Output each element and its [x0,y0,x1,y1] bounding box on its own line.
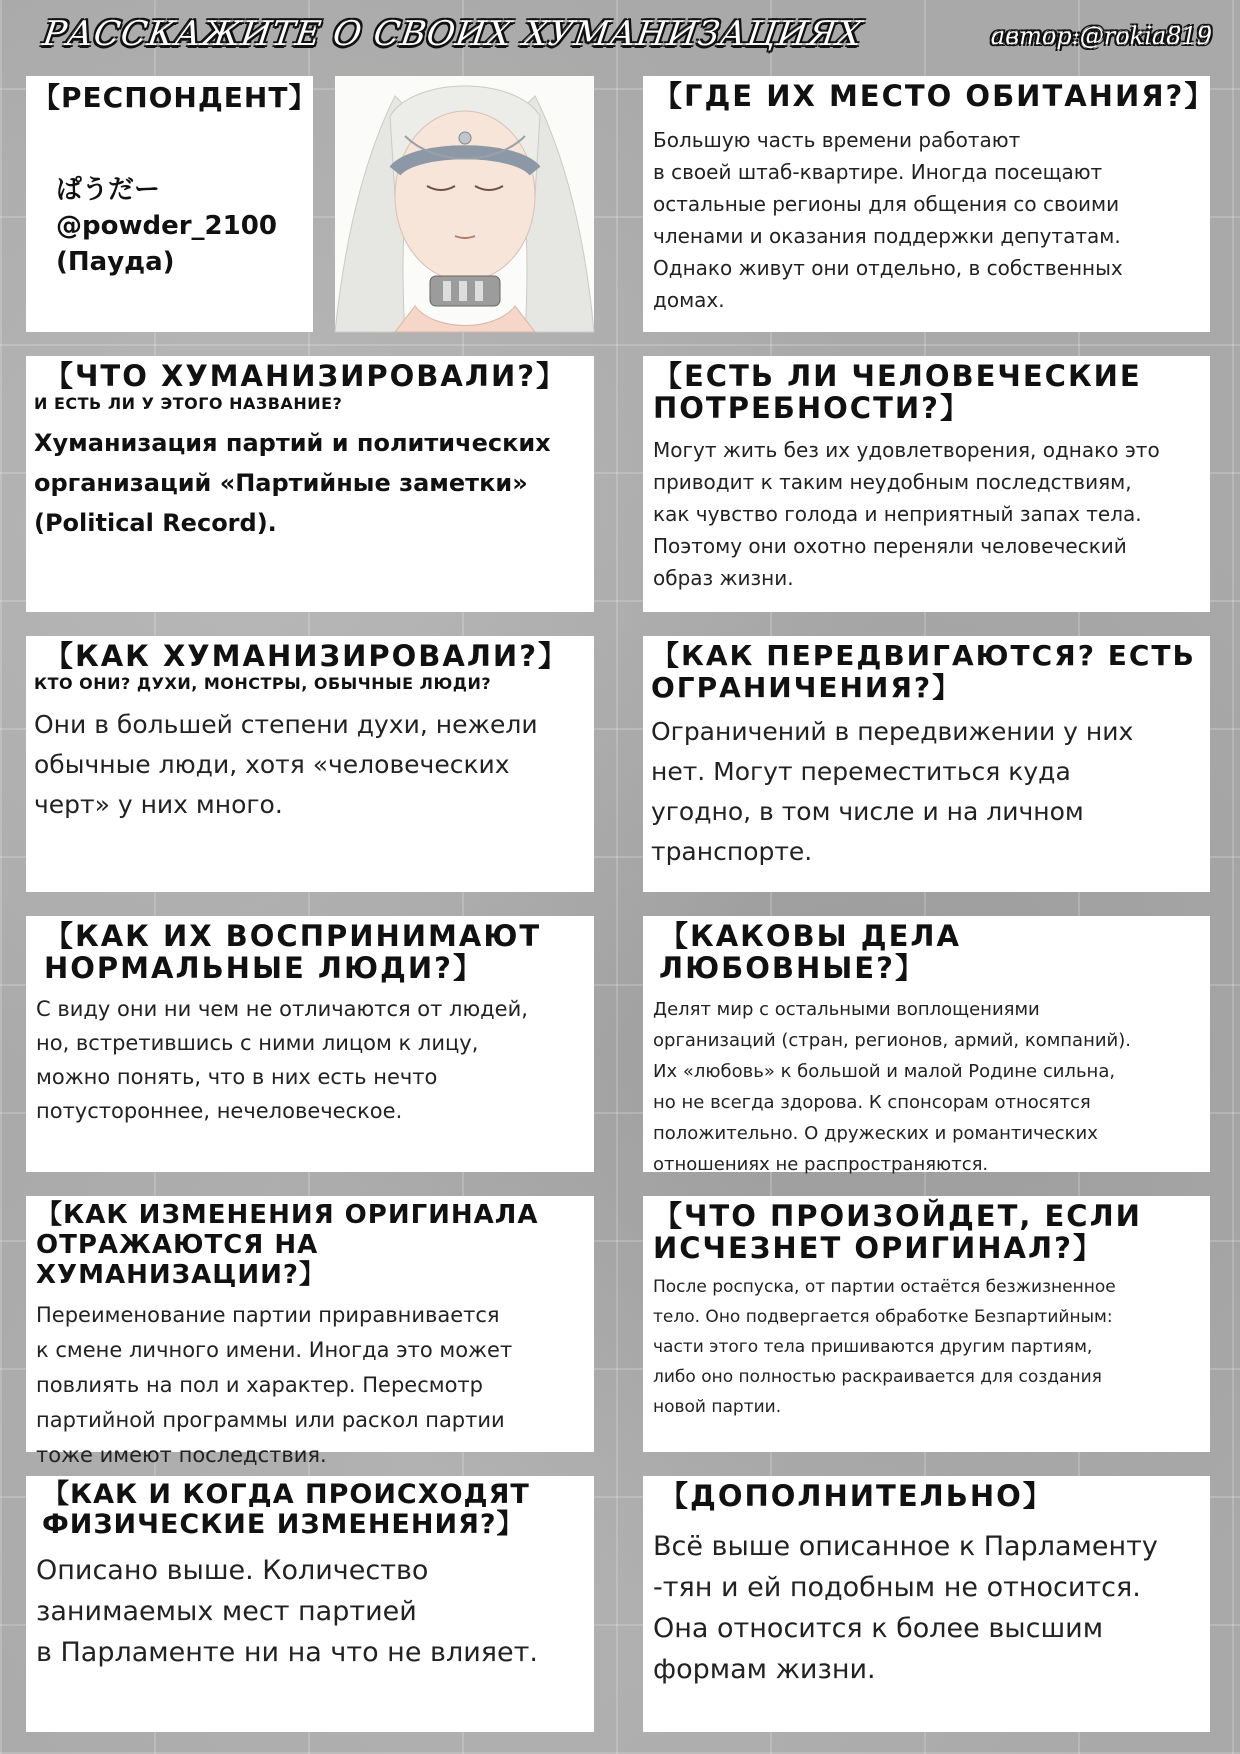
text-line: либо оно полностью раскраивается для создания [653,1367,1102,1387]
text-line: После роспуска, от партии остаётся безжизненное [653,1277,1116,1297]
text-line: тело. Оно подвергается обработке Безпартийным: [653,1307,1113,1327]
text-line: приводит к таким неудобным последствиям, [653,470,1132,494]
text-line: но не всегда здорова. К спонсорам относятся [653,1092,1091,1113]
heading-line: ИСЧЕЗНЕТ ОРИГИНАЛ?】 [653,1231,1104,1265]
card-love-text [653,994,1204,1180]
portrait-illustration [335,76,594,332]
text-line: остальные регионы для общения со своими [653,192,1120,216]
text-line: Большую часть времени работают [653,128,1021,152]
text-line: (Political Record). [34,509,277,537]
text-line: потустороннее, нечеловеческое. [36,1099,403,1123]
heading-line: ФИЗИЧЕСКИЕ ИЗМЕНЕНИЯ?】 [42,1509,525,1540]
character-portrait [335,76,594,332]
card-needs [643,356,1210,612]
card-changes-text [36,1298,588,1473]
text-line: -тян и ей подобным не относится. [653,1572,1141,1603]
text-line: Поэтому они охотно переняли человеческий [653,534,1127,558]
card-physical-heading [36,1480,588,1540]
text-line: Они в большей степени духи, нежели [34,710,538,739]
respondent-info [56,172,277,280]
card-movement-text [651,712,1202,872]
card-changes-heading [36,1200,588,1290]
text-line: Однако живут они отдельно, в собственных [653,256,1123,280]
text-line: Всё выше описанное к Парламенту [653,1531,1158,1562]
text-line: в своей штаб-квартире. Иногда посещают [653,160,1103,184]
text-line: Описано выше. Количество [36,1555,429,1586]
text-line: части этого тела пришиваются другим партиям, [653,1337,1093,1357]
author-credit: автор:@rokia819 [990,22,1212,50]
card-changes [26,1196,594,1467]
text-line: угодно, в том числе и на личном [651,797,1084,826]
text-line: в Парламенте ни на что не влияет. [36,1637,538,1668]
text-line: членами и оказания поддержки депутатам. [653,224,1121,248]
text-line: новой партии. [653,1397,782,1417]
page-title: РАССКАЖИТЕ О СВОИХ ХУМАНИЗАЦИЯХ [40,14,865,54]
card-how-text [34,705,586,825]
card-what-heading: 【ЧТО ХУМАНИЗИРОВАЛИ?】 [44,359,568,393]
heading-line: ОТРАЖАЮТСЯ НА ХУМАНИЗАЦИИ?】 [36,1230,326,1290]
card-how [26,636,594,892]
card-perception [26,916,594,1172]
respondent-name-ru: (Пауда) [56,247,175,277]
card-love-heading: 【КАКОВЫ ДЕЛА ЛЮБОВНЫЕ?】 [659,919,961,985]
card-what-text [34,423,586,543]
text-line: образ жизни. [653,566,794,590]
text-line: Ограничений в передвижении у них [651,717,1134,746]
text-line: Она относится к более высшим [653,1613,1104,1644]
heading-line: 【ЧТО ПРОИЗОЙДЕТ, ЕСЛИ [653,1199,1142,1233]
card-perception-heading [36,920,586,984]
card-love [643,916,1210,1175]
card-what [26,356,594,612]
card-additional-heading: 【ДОПОЛНИТЕЛЬНО】 [659,1479,1054,1513]
card-habitat [643,76,1216,332]
card-perception-text [36,992,586,1128]
text-line: положительно. О дружеских и романтических [653,1123,1098,1144]
text-line: Их «любовь» к большой и малой Родине сильна, [653,1061,1116,1082]
card-how-subheading: КТО ОНИ? ДУХИ, МОНСТРЫ, ОБЫЧНЫЕ ЛЮДИ? [34,674,492,693]
card-disappear [643,1196,1210,1452]
text-line: формам жизни. [653,1654,876,1685]
text-line: черт» у них много. [34,790,283,819]
card-habitat-text [653,124,1202,316]
card-needs-text [653,434,1202,594]
heading-line: 【ЕСТЬ ЛИ ЧЕЛОВЕЧЕСКИЕ [653,359,1142,393]
card-disappear-heading [653,1200,1204,1264]
heading-line: 【КАК ИХ ВОСПРИНИМАЮТ [44,919,542,953]
card-additional [643,1476,1210,1732]
respondent-handle: @powder_2100 [56,211,277,241]
card-movement-heading [651,640,1202,704]
card-additional-text [653,1526,1204,1690]
respondent-heading: 【РЕСПОНДЕНТ】 [32,81,318,114]
respondent-name-jp: ぱうだー [56,175,161,205]
card-how-heading: 【КАК ХУМАНИЗИРОВАЛИ?】 [44,639,570,673]
text-line: отношениях не распространяются. [653,1154,989,1175]
card-physical-text [36,1550,588,1673]
heading-line: 【КАК И КОГДА ПРОИСХОДЯТ [42,1479,530,1510]
text-line: повлиять на пол и характер. Пересмотр [36,1373,483,1397]
heading-line: НОРМАЛЬНЫЕ ЛЮДИ?】 [44,951,484,985]
text-line: организаций (стран, регионов, армий, компаний). [653,1030,1131,1051]
text-line: но, встретившись с ними лицом к лицу, [36,1031,479,1055]
text-line: занимаемых мест партией [36,1596,417,1627]
text-line: обычные люди, хотя «человеческих [34,750,510,779]
text-line: домах. [653,288,725,312]
text-line: можно понять, что в них есть нечто [36,1065,438,1089]
text-line: Делят мир с остальными воплощениями [653,999,1040,1020]
text-line: транспорте. [651,837,813,866]
text-line: Хуманизация партий и политических [34,429,551,457]
card-habitat-heading: 【ГДЕ ИХ МЕСТО ОБИТАНИЯ?】 [653,79,1216,113]
heading-line: 【КАК ПЕРЕДВИГАЮТСЯ? ЕСТЬ [651,639,1196,672]
text-line: Могут жить без их удовлетворения, однако это [653,438,1160,462]
card-disappear-text [653,1272,1204,1422]
card-needs-heading [653,360,1202,424]
text-line: к смене личного имени. Иногда это может [36,1338,513,1362]
heading-line: ПОТРЕБНОСТИ?】 [653,391,971,425]
respondent-card [26,76,318,332]
text-line: нет. Могут переместиться куда [651,757,1071,786]
card-physical [26,1476,594,1732]
text-line: как чувство голода и неприятный запах тела. [653,502,1142,526]
card-what-subheading: И ЕСТЬ ЛИ У ЭТОГО НАЗВАНИЕ? [34,394,343,413]
text-line: Переименование партии приравнивается [36,1303,500,1327]
text-line: тоже имеют последствия. [36,1443,327,1467]
text-line: С виду они ни чем не отличаются от людей, [36,997,528,1021]
heading-line: ОГРАНИЧЕНИЯ?】 [651,671,963,704]
heading-line: 【КАК ИЗМЕНЕНИЯ ОРИГИНАЛА [36,1200,539,1230]
text-line: организаций «Партийные заметки» [34,469,528,497]
text-line: партийной программы или раскол партии [36,1408,505,1432]
card-movement [643,636,1210,892]
